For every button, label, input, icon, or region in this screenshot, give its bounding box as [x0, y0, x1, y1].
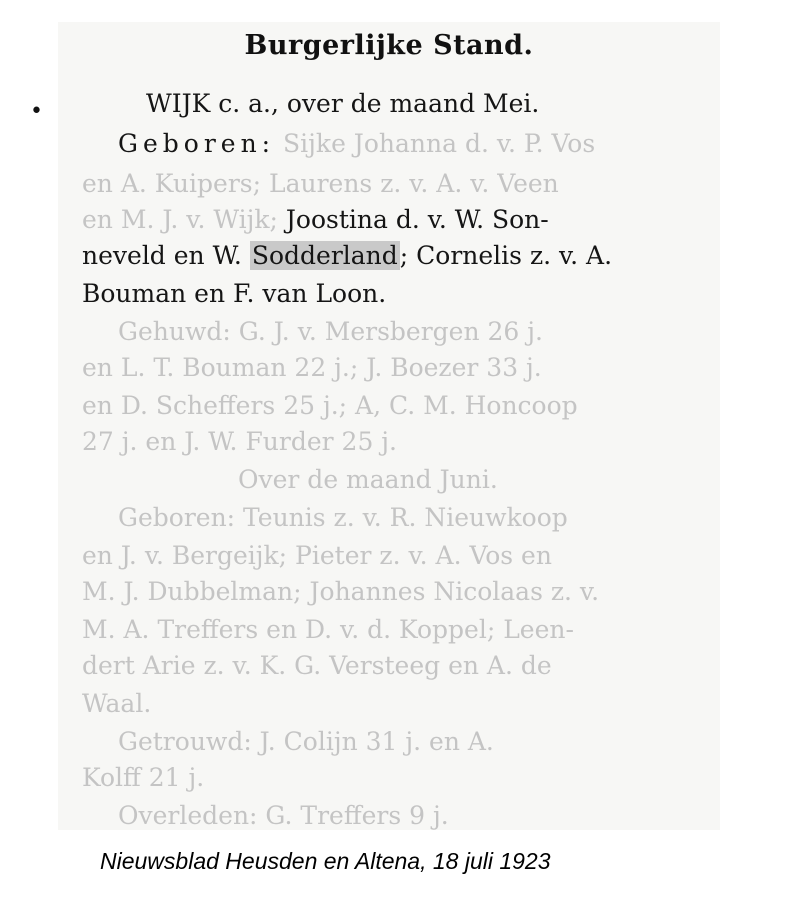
text-line-16: Waal.: [82, 689, 152, 718]
geboren-label: Geboren:: [118, 129, 276, 158]
highlighted-surname: Sodderland: [251, 241, 398, 270]
article-title: Burgerlijke Stand.: [244, 30, 534, 61]
text-line-3-faded: en M. J. v. Wijk;: [82, 205, 278, 234]
text-line-12: en J. v. Bergeijk; Pieter z. v. A. Vos en: [82, 541, 552, 570]
text-line-14: M. A. Treffers en D. v. d. Koppel; Leen-: [82, 615, 574, 644]
text-line-4-start: neveld en W.: [82, 241, 242, 270]
text-line-1-faded: Sijke Johanna d. v. P. Vos: [283, 129, 596, 158]
text-line-11: Geboren: Teunis z. v. R. Nieuwkoop: [118, 503, 568, 532]
source-caption: Nieuwsblad Heusden en Altena, 18 juli 1923: [100, 848, 551, 874]
intro-line: WIJK c. a., over de maand Mei.: [146, 89, 540, 118]
text-line-5: Bouman en F. van Loon.: [82, 279, 387, 308]
bullet-mark: •: [30, 99, 43, 124]
text-line-3: [82, 202, 549, 238]
text-line-15: dert Arie z. v. K. G. Versteeg en A. de: [82, 651, 552, 680]
text-line-19: Overleden: G. Treffers 9 j.: [118, 801, 449, 830]
text-line-9: 27 j. en J. W. Furder 25 j.: [82, 427, 397, 456]
text-line-1: [118, 126, 595, 162]
text-line-13: M. J. Dubbelman; Johannes Nicolaas z. v.: [82, 577, 600, 606]
text-line-4: [82, 238, 612, 274]
text-line-17: Getrouwd: J. Colijn 31 j. en A.: [118, 727, 494, 756]
text-line-2: en A. Kuipers; Laurens z. v. A. v. Veen: [82, 169, 559, 198]
text-line-6: Gehuwd: G. J. v. Mersbergen 26 j.: [118, 317, 543, 346]
text-line-3-dark: Joostina d. v. W. Son-: [285, 205, 549, 234]
text-line-7: en L. T. Bouman 22 j.; J. Boezer 33 j.: [82, 353, 542, 382]
text-line-18: Kolff 21 j.: [82, 763, 205, 792]
section-heading-juni: Over de maand Juni.: [238, 465, 498, 494]
text-line-8: en D. Scheffers 25 j.; A, C. M. Honcoop: [82, 391, 578, 420]
text-line-4-end: ; Cornelis z. v. A.: [399, 241, 613, 270]
